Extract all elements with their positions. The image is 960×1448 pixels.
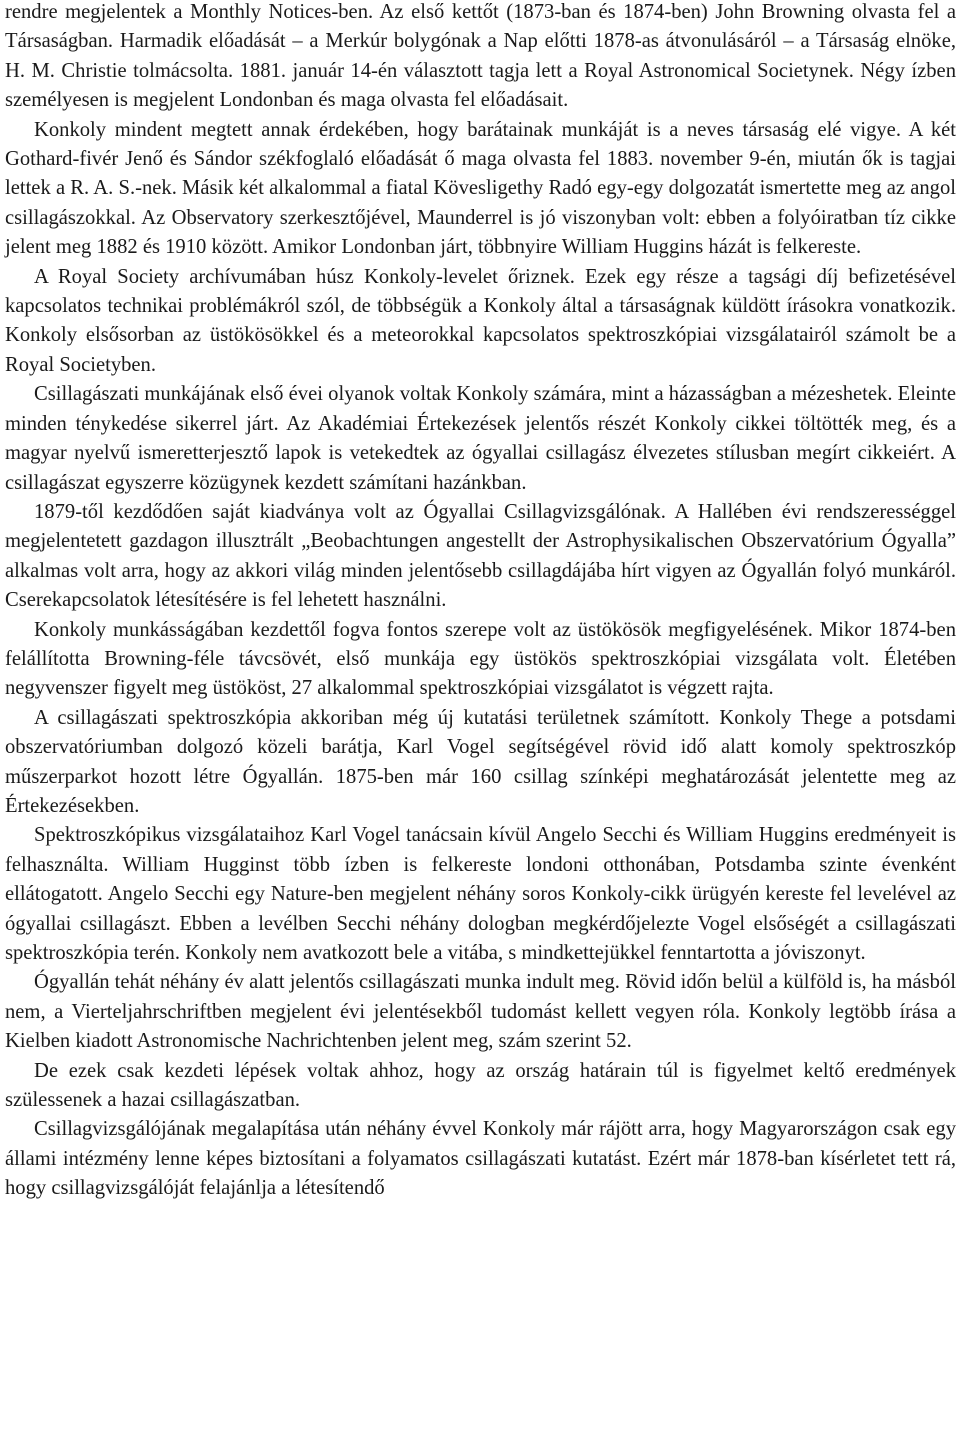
paragraph-2: Konkoly mindent megtett annak érdekében, hogy barátainak munkáját is a neves társaság elé vigye. A két Gothard-fivér Jenő és Sándor székfoglaló előadását ő maga olvasta fel 1883. november 9-én, miután ők is tagjai lettek a R. A. S.-nek. Másik két alkalommal a fiatal Kövesligethy Radó egy-egy dolgozatát ismertette meg az angol csillagászokkal. Az Observatory szerkesztőjével, Maunderrel is jó viszonyban volt: ebben a folyóiratban tíz cikke jelent meg 1882 és 1910 között. Amikor Londonban járt, többnyire William Huggins házát is felkereste.	[5, 118, 956, 259]
paragraph-5: 1879-től kezdődően saját kiadványa volt az Ógyallai Csillagvizsgálónak. A Hallében évi rendszerességgel megjelentetett gazdagon illusztrált „Beobachtungen angestellt der Astrophysikalischen Obszervatórium Ógyalla” alkalmas volt arra, hogy az akkori világ minden jelentősebb csillagdájába hírt vigyen az Ógyallán folyó munkáról. Cserekapcsolatok létesítésére is fel lehetett használni.	[5, 500, 956, 612]
paragraph-9: Ógyallán tehát néhány év alatt jelentős csillagászati munka indult meg. Rövid időn belül a külföld is, ha másból nem, a Vierteljahrschriftben megjelent évi jelentésekből tudomást kellett vegyen róla. Konkoly legtöbb írása a Kielben kiadott Astronomische Nachrichtenben jelent meg, szám szerint 52.	[5, 971, 956, 1053]
paragraph-8: Spektroszkópikus vizsgálataihoz Karl Vogel tanácsain kívül Angelo Secchi és William Huggins eredményeit is felhasználta. William Hugginst több ízben is felkereste londoni otthonában, Potsdamba szinte évenként ellátogatott. Angelo Secchi egy Nature-ben megjelent néhány soros Konkoly-cikk ürügyén kereste fel levelével az ógyallai csillagászt. Ebben a levélben Secchi néhány dologban megkérdőjelezte Vogel elsőségét a csillagászati spektroszkópia terén. Konkoly nem avatkozott bele a vitába, s mindkettejükkel fenntartotta a jóviszonyt.	[5, 824, 956, 964]
paragraph-11: Csillagvizsgálójának megalapítása után néhány évvel Konkoly már rájött arra, hogy Magyarországon csak egy állami intézmény lenne képes biztosítani a folyamatos csillagászati kutatást. Ezért már 1878-ban kísérletet tett rá, hogy csillagvizsgálóját felajánlja a létesítendő	[5, 1118, 956, 1200]
paragraph-4: Csillagászati munkájának első évei olyanok voltak Konkoly számára, mint a házasságban a mézeshetek. Eleinte minden ténykedése sikerrel járt. Az Akadémiai Értekezések jelentős részét Konkoly cikkei töltötték meg, és a magyar nyelvű ismeretterjesztő lapok is vetekedtek az ógyallai csillagász élvezetes stílusban megírt cikkeiért. A csillagászat egyszerre közügynek kezdett számítani hazánkban.	[5, 383, 956, 494]
paragraph-1: rendre megjelentek a Monthly Notices-ben. Az első kettőt (1873-ban és 1874-ben) John Browning olvasta fel a Társaságban. Harmadik előadását – a Merkúr bolygónak a Nap előtti 1878-as átvonulásáról – a Társaság elnöke, H. M. Christie tolmácsolta. 1881. január 14-én választott tagja lett a Royal Astronomical Societynek. Négy ízben személyesen is megjelent Londonban és maga olvasta fel előadásait.	[5, 1, 956, 112]
paragraph-6: Konkoly munkásságában kezdettől fogva fontos szerepe volt az üstökösök megfigyelésének. Mikor 1874-ben felállította Browning-féle távcsövét, első munkája egy üstökös spektroszkópiai vizsgálata volt. Életében negyvenszer figyelt meg üstököst, 27 alkalommal spektroszkópiai vizsgálatot is végzett rajta.	[5, 618, 956, 700]
paragraph-7: A csillagászati spektroszkópia akkoriban még új kutatási területnek számított. Konkoly Thege a potsdami obszervatóriumban dolgozó közeli barátja, Karl Vogel segítségével rövid idő alatt komoly spektroszkóp műszerparkot hozott létre Ógyallán. 1875-ben már 160 csillag színképi meghatározását jelentette meg az Értekezésekben.	[5, 706, 956, 817]
paragraph-3: A Royal Society archívumában húsz Konkoly-levelet őriznek. Ezek egy része a tagsági díj befizetésével kapcsolatos technikai problémákról szól, de többségük a Konkoly által a társaságnak küldött írásokra vonatkozik. Konkoly elsősorban az üstökösökkel és a meteorokkal kapcsolatos spektroszkópiai vizsgálatairól számolt be a Royal Societyben.	[5, 265, 956, 376]
paragraph-10: De ezek csak kezdeti lépések voltak ahhoz, hogy az ország határain túl is figyelmet keltő eredmények szülessenek a hazai csillagászatban.	[5, 1059, 956, 1112]
